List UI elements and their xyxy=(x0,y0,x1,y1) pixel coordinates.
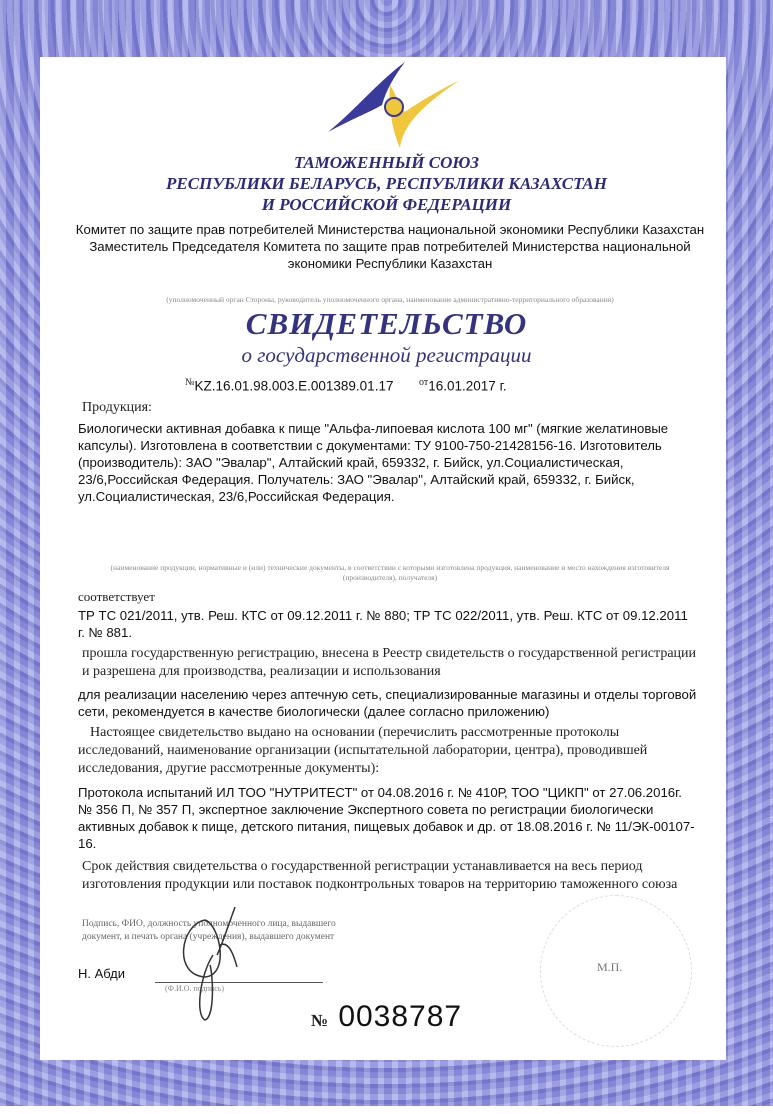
form-serial-number xyxy=(0,1000,773,1034)
usage-scope: для реализации населению через аптечную сеть, специализированные магазины и отделы торговой сети, рекомендуется в качестве биологически (далее согласно приложению) xyxy=(78,687,697,719)
basis-intro: Настоящее свидетельство выдано на основании (перечислить рассмотренные протоколы исследований, наименование организации (испытательной лаборатории, центра), проводившей исследования, другие рассмотренные документы): xyxy=(78,725,648,776)
signature-caption: Подпись, ФИО, должность уполномоченного лица, выдавшего документ, и печать органа (учреждения), выдавшего документ xyxy=(82,919,336,942)
union-line: РЕСПУБЛИКИ БЕЛАРУСЬ, РЕСПУБЛИКИ КАЗАХСТАН xyxy=(166,174,607,193)
product-description: Биологически активная добавка к пище "Альфа-липоевая кислота 100 мг" (мягкие желатиновые капсулы). Изготовлена в соответствии с документами: ТУ 9100-750-21428156-16. Изготовитель (производитель): ЗАО "Эвалар", Алтайский край, 659332, г. Бийск, ул.Социалистическая, 23/6,Российская Федерация. Получатель: ЗАО "Эвалар", Алтайский край, 659332, г. Бийск, ул.Социалистическая, 23/6,Российская Федерация. xyxy=(78,421,669,504)
date-label: от xyxy=(419,377,429,388)
stamp-placeholder: М.П. xyxy=(597,960,623,974)
customs-union-heading xyxy=(0,152,773,215)
official-title: Заместитель Председателя Комитета по защите прав потребителей Министерства национальной экономики Республики Казахстан xyxy=(89,239,691,271)
signatory-name: Н. Абди xyxy=(78,966,125,981)
document-title: СВИДЕТЕЛЬСТВО xyxy=(245,306,528,341)
certificate-number: KZ.16.01.98.003.E.001389.01.17 xyxy=(194,378,394,394)
authority-name: Комитет по защите прав потребителей Министерства национальной экономики Республики Казахстан xyxy=(75,222,705,237)
serial-number: 0038787 xyxy=(338,1000,463,1033)
document-subtitle: о государственной регистрации xyxy=(241,343,532,367)
eurasian-union-logo xyxy=(320,60,460,150)
certificate-number-line xyxy=(185,374,507,397)
product-caption: (наименование продукции, нормативные и (или) технические документы, в соответствии с которыми изготовлена продукция, наименование и место нахождения изготовителя (производителя), получателя) xyxy=(110,563,670,582)
validity-statement: Срок действия свидетельства о государственной регистрации устанавливается на весь период изготовления продукции или поставок подконтрольных товаров на территорию таможенного союза xyxy=(82,859,678,892)
registration-statement: прошла государственную регистрацию, внесена в Реестр свидетельств о государственной регистрации и разрешена для производства, реализации и использования xyxy=(82,646,697,679)
product-label: Продукция: xyxy=(82,400,152,415)
compliance-label: соответствует xyxy=(78,589,155,604)
union-line: ТАМОЖЕННЫЙ СОЮЗ xyxy=(294,153,479,172)
number-label: № xyxy=(185,377,195,388)
certificate-date: 16.01.2017 г. xyxy=(428,378,507,394)
authority-caption: (уполномоченный орган Стороны, руководитель уполномоченного органа, наименование административно-территориального образования) xyxy=(166,295,614,304)
basis-documents: Протокола испытаний ИЛ ТОО "НУТРИТЕСТ" от 04.08.2016 г. № 410Р, ТОО "ЦИКП" от 27.06.2016г. № 356 П, № 357 П, экспертное заключение Экспертного совета по регистрации биологически активных добавок к пище, детского питания, пищевых добавок и др. от 18.08.2016 г. № 11/ЭК-00107-16. xyxy=(78,785,695,851)
serial-label: № xyxy=(310,1011,329,1030)
issuing-authority xyxy=(70,221,710,272)
signature-line-caption: (Ф.И.О. подпись) xyxy=(165,984,225,993)
technical-regulations: ТР ТС 021/2011, утв. Реш. КТС от 09.12.2011 г. № 880; ТР ТС 022/2011, утв. Реш. КТС от 09.12.2011 г. № 881. xyxy=(78,608,688,640)
union-line: И РОССИЙСКОЙ ФЕДЕРАЦИИ xyxy=(261,195,512,214)
